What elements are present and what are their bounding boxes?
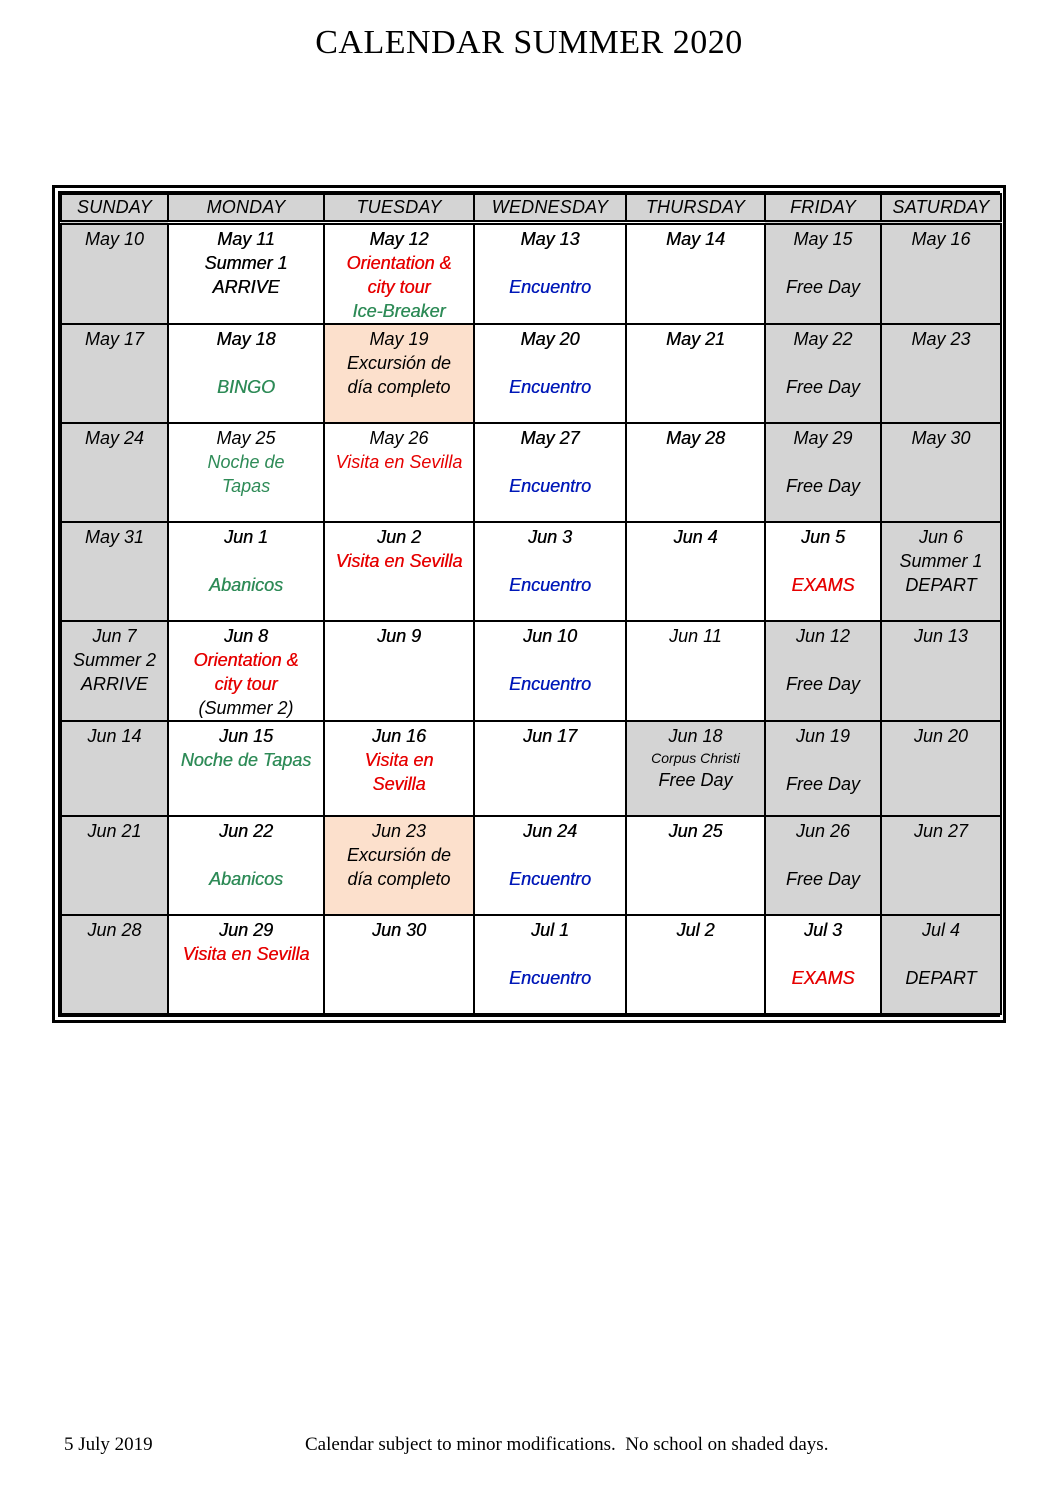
day-cell	[324, 621, 474, 721]
day-event: Sevilla	[372, 773, 426, 794]
day-date: Jun 16	[371, 725, 427, 746]
day-event	[169, 843, 323, 867]
day-cell	[61, 522, 168, 621]
day-cell	[61, 915, 168, 1014]
day-cell	[324, 915, 474, 1014]
day-event	[475, 251, 625, 275]
day-date: Jun 4	[673, 526, 718, 547]
day-event: Encuentro	[508, 673, 592, 694]
day-cell	[168, 915, 324, 1014]
day-date: Jun 22	[218, 820, 274, 841]
day-event	[475, 549, 625, 573]
day-date: Jun 26	[795, 820, 851, 841]
day-date: May 13	[520, 228, 580, 249]
day-event: Orientation &	[193, 649, 299, 670]
day-date: Jun 9	[376, 625, 422, 646]
day-date: May 26	[369, 427, 429, 448]
day-date: May 22	[793, 328, 853, 349]
week-row	[61, 721, 1001, 816]
day-event: Tapas	[221, 475, 271, 496]
day-date: Jul 3	[803, 919, 843, 940]
day-event: ARRIVE	[80, 673, 149, 694]
day-cell	[324, 222, 474, 324]
day-date: May 11	[217, 228, 275, 249]
day-event: Excursión de	[346, 844, 452, 865]
day-cell	[61, 222, 168, 324]
day-event	[882, 942, 1000, 966]
day-cell	[474, 621, 626, 721]
day-cell	[324, 721, 474, 816]
day-event	[169, 549, 323, 573]
day-event: Free Day	[785, 673, 861, 694]
day-date: Jun 17	[522, 725, 578, 746]
day-event	[766, 251, 880, 275]
weekday-header: FRIDAY	[765, 194, 881, 222]
day-date: May 17	[84, 328, 145, 349]
day-cell	[765, 915, 881, 1014]
day-cell	[765, 816, 881, 915]
footer-date: 5 July 2019	[64, 1434, 153, 1455]
day-date: Jun 7	[92, 625, 137, 646]
day-cell	[61, 423, 168, 522]
day-event: EXAMS	[791, 967, 855, 988]
day-event: Abanicos	[208, 574, 284, 595]
day-cell	[881, 423, 1001, 522]
day-cell	[626, 816, 765, 915]
day-event: Encuentro	[508, 475, 592, 496]
day-event: Encuentro	[508, 868, 592, 889]
day-event: (Summer 2)	[198, 697, 294, 718]
day-event: Excursión de	[346, 352, 452, 373]
day-date: Jun 30	[371, 919, 427, 940]
day-event: Summer 1	[204, 252, 288, 273]
day-event: Visita en Sevilla	[182, 943, 310, 964]
weekday-header-row	[61, 194, 1001, 222]
calendar-table	[60, 193, 1002, 1015]
week-row	[61, 423, 1001, 522]
day-cell	[474, 423, 626, 522]
day-cell	[168, 621, 324, 721]
day-event	[475, 942, 625, 966]
day-date: Jun 12	[795, 625, 851, 646]
weekday-header: MONDAY	[168, 194, 324, 222]
day-cell	[765, 721, 881, 816]
day-cell	[168, 522, 324, 621]
day-cell	[474, 324, 626, 423]
weekday-header: THURSDAY	[626, 194, 765, 222]
day-cell	[626, 522, 765, 621]
weekday-header: SATURDAY	[881, 194, 1001, 222]
day-event	[766, 748, 880, 772]
day-cell	[474, 816, 626, 915]
day-event: Free Day	[785, 773, 861, 794]
day-date: Jun 6	[918, 526, 964, 547]
day-cell	[626, 222, 765, 324]
day-date: May 18	[216, 328, 276, 349]
footer-note: Calendar subject to minor modifications. No school on shaded days.	[305, 1434, 829, 1455]
calendar-inner-border	[58, 191, 1000, 1017]
week-row	[61, 621, 1001, 721]
day-cell	[626, 915, 765, 1014]
day-event: día completo	[347, 868, 451, 889]
day-date: May 10	[84, 228, 145, 249]
day-date: Jul 1	[530, 919, 570, 940]
day-event: Encuentro	[508, 574, 592, 595]
day-cell	[474, 721, 626, 816]
day-event	[766, 648, 880, 672]
day-date: Jun 28	[87, 919, 142, 940]
day-cell	[61, 816, 168, 915]
day-event: Summer 1	[899, 550, 983, 571]
week-row	[61, 222, 1001, 324]
day-event: Free Day	[785, 475, 861, 496]
day-date: Jun 29	[218, 919, 274, 940]
day-event	[766, 942, 880, 966]
day-cell	[168, 721, 324, 816]
day-cell	[765, 621, 881, 721]
day-cell	[324, 324, 474, 423]
day-cell	[168, 324, 324, 423]
day-date: May 30	[911, 427, 971, 448]
day-date: May 24	[84, 427, 145, 448]
day-event: Visita en	[364, 749, 434, 770]
day-date: Jun 8	[223, 625, 269, 646]
calendar-frame	[52, 185, 1006, 1023]
day-event: Encuentro	[508, 276, 592, 297]
day-cell	[324, 816, 474, 915]
day-event: Noche de	[207, 451, 285, 472]
day-date: Jun 10	[522, 625, 578, 646]
day-date: May 23	[911, 328, 971, 349]
day-event	[475, 450, 625, 474]
day-event: Visita en Sevilla	[335, 550, 463, 571]
day-date: May 29	[793, 427, 853, 448]
day-event: EXAMS	[791, 574, 855, 595]
day-event: día completo	[347, 376, 451, 397]
day-event: Noche de Tapas	[180, 749, 312, 770]
day-date: May 31	[84, 526, 145, 547]
day-date: May 14	[665, 228, 726, 249]
week-row	[61, 816, 1001, 915]
day-event	[475, 648, 625, 672]
day-date: Jun 25	[668, 820, 723, 841]
day-event: Corpus Christi	[651, 749, 740, 766]
day-date: Jun 24	[522, 820, 578, 841]
day-event: Visita en Sevilla	[335, 451, 463, 472]
day-event	[766, 351, 880, 375]
day-date: May 27	[520, 427, 580, 448]
week-row	[61, 522, 1001, 621]
day-event: BINGO	[216, 376, 275, 397]
day-event: Encuentro	[508, 967, 592, 988]
page-title: CALENDAR SUMMER 2020	[315, 24, 743, 61]
day-date: Jun 5	[800, 526, 846, 547]
day-date: Jun 2	[376, 526, 422, 547]
day-event	[169, 351, 323, 375]
day-cell	[61, 324, 168, 423]
day-cell	[765, 423, 881, 522]
day-cell	[168, 423, 324, 522]
day-cell	[765, 222, 881, 324]
day-cell	[626, 721, 765, 816]
day-cell	[626, 324, 765, 423]
day-cell	[881, 721, 1001, 816]
day-cell	[881, 816, 1001, 915]
calendar-body	[61, 222, 1001, 1014]
day-event	[766, 843, 880, 867]
day-date: Jun 3	[527, 526, 573, 547]
day-date: Jun 15	[218, 725, 274, 746]
week-row	[61, 324, 1001, 423]
day-event: city tour	[214, 673, 278, 694]
day-event: Abanicos	[208, 868, 284, 889]
day-cell	[626, 423, 765, 522]
day-cell	[324, 522, 474, 621]
day-cell	[168, 816, 324, 915]
day-event: city tour	[367, 276, 431, 297]
day-date: Jun 19	[795, 725, 851, 746]
day-date: Jun 14	[87, 725, 142, 746]
day-date: Jun 23	[371, 820, 427, 841]
day-event: Free Day	[785, 276, 861, 297]
day-date: May 19	[369, 328, 429, 349]
weekday-header: TUESDAY	[324, 194, 474, 222]
day-event	[766, 450, 880, 474]
day-date: May 21	[665, 328, 726, 349]
day-cell	[765, 324, 881, 423]
day-cell	[881, 324, 1001, 423]
day-date: May 20	[520, 328, 580, 349]
day-date: May 25	[216, 427, 276, 448]
day-cell	[626, 621, 765, 721]
day-date: Jun 21	[87, 820, 142, 841]
day-date: Jun 1	[223, 526, 269, 547]
day-event: DEPART	[905, 967, 977, 988]
day-date: May 28	[665, 427, 726, 448]
day-cell	[881, 621, 1001, 721]
day-event	[475, 351, 625, 375]
day-cell	[61, 721, 168, 816]
day-date: Jun 11	[669, 625, 722, 646]
day-event	[475, 843, 625, 867]
day-event: Free Day	[785, 868, 861, 889]
day-cell	[474, 222, 626, 324]
day-cell	[881, 522, 1001, 621]
day-event	[766, 549, 880, 573]
week-row	[61, 915, 1001, 1014]
day-date: Jul 4	[921, 919, 961, 940]
day-cell	[474, 915, 626, 1014]
day-event: Ice-Breaker	[352, 300, 446, 321]
day-event: Encuentro	[508, 376, 592, 397]
day-event: ARRIVE	[212, 276, 280, 297]
day-date: Jun 18	[668, 725, 723, 746]
day-cell	[168, 222, 324, 324]
day-event: Summer 2	[72, 649, 157, 670]
day-date: Jun 13	[913, 625, 969, 646]
day-event: Free Day	[658, 769, 733, 790]
day-date: Jul 2	[676, 919, 715, 940]
day-date: May 16	[911, 228, 971, 249]
day-date: Jun 20	[913, 725, 969, 746]
day-event: Orientation &	[346, 252, 452, 273]
day-event: Free Day	[785, 376, 861, 397]
day-cell	[881, 915, 1001, 1014]
weekday-header: SUNDAY	[61, 194, 168, 222]
day-event: DEPART	[905, 574, 977, 595]
day-cell	[61, 621, 168, 721]
day-date: May 12	[369, 228, 429, 249]
day-cell	[765, 522, 881, 621]
day-cell	[324, 423, 474, 522]
day-date: Jun 27	[913, 820, 969, 841]
day-date: May 15	[793, 228, 853, 249]
day-cell	[474, 522, 626, 621]
weekday-header: WEDNESDAY	[474, 194, 626, 222]
day-cell	[881, 222, 1001, 324]
